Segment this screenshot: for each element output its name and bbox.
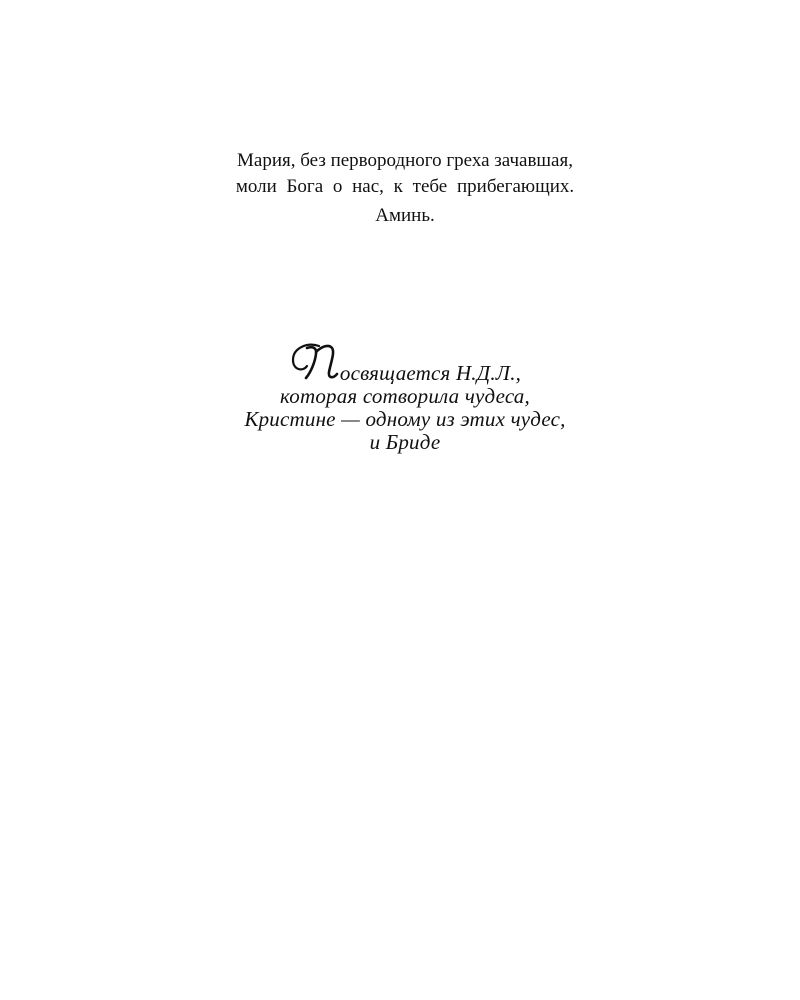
prayer-line-1: Мария, без первородного греха зачавшая, xyxy=(237,150,573,171)
prayer-block xyxy=(150,148,660,229)
dedication-line-3: Кристине — одному из этих чудес, xyxy=(244,407,566,431)
prayer-line-3: Аминь. xyxy=(375,205,435,226)
dedication-block xyxy=(150,340,660,454)
dedication-line-4: и Бриде xyxy=(369,430,441,454)
prayer-line-2: моли Бога о нас, к тебе прибегающих. xyxy=(235,176,575,197)
dedication-line-2: которая сотворила чудеса, xyxy=(280,384,530,408)
decorative-initial-glyph xyxy=(289,338,341,384)
decorative-initial xyxy=(289,340,339,380)
dedication-line-1-text: освящается Н.Д.Л., xyxy=(339,361,522,385)
dedication-line-1 xyxy=(150,340,660,385)
